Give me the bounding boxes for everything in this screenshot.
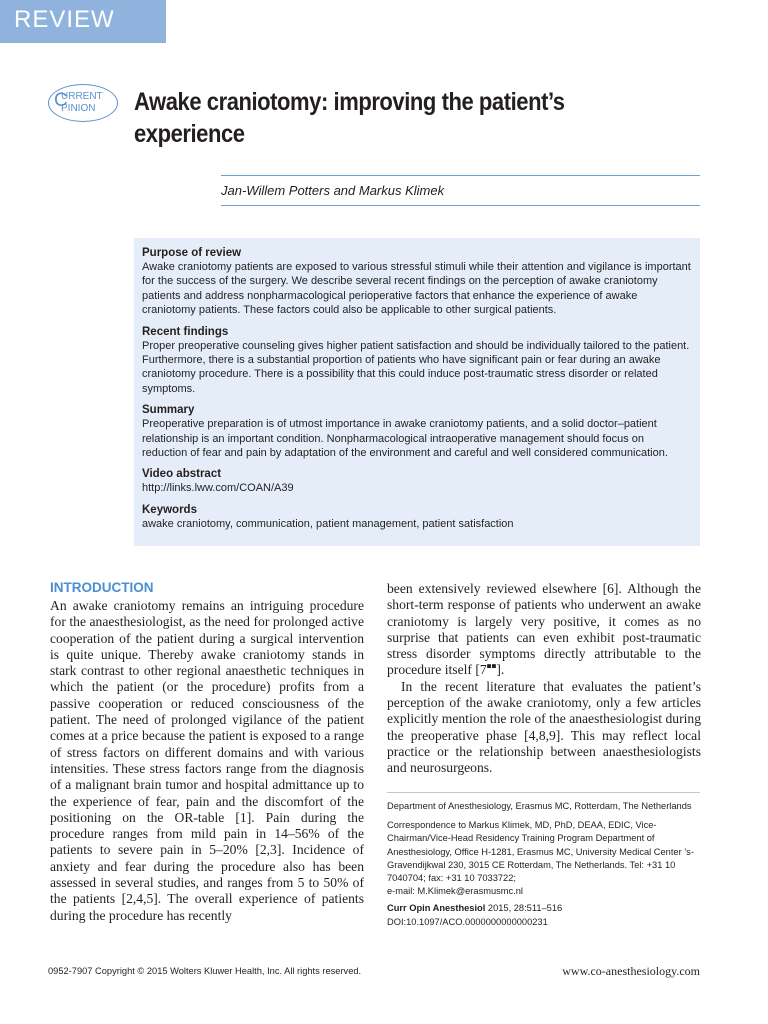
summary-heading: Summary xyxy=(142,404,195,417)
video-abstract-link[interactable]: http://links.lww.com/COAN/A39 xyxy=(142,482,294,495)
correspondence-text xyxy=(387,819,700,898)
purpose-text: Awake craniotomy patients are exposed to various stressful stimuli while their attention and vigilance is important for the success of the surgery. We describe several recent findings on the perception of awake craniotomy patients and address nonpharmacological perioperative factors that enhance the experience of awake craniotomy patients. These factors could also be applicable to other surgical patients. xyxy=(142,261,691,317)
findings-text: Proper preoperative counseling gives higher patient satisfaction and should be individually tailored to the patient. Furthermore, there is a substantial proportion of patients who have significant pain or fear during an awake craniotomy procedure. There is a possibility that this could induce post-traumatic stress disorder or related symptoms. xyxy=(142,339,690,395)
right-column xyxy=(387,581,701,777)
summary-text: Preoperative preparation is of utmost importance in awake craniotomy patients, and a solid doctor–patient relationship is an important condition. Nonpharmacological intraoperative management should focus on reduction of fear and pain by adaptation of the environment and careful and well considered communication. xyxy=(142,418,668,460)
title-rule-bottom xyxy=(221,205,700,206)
keywords-heading: Keywords xyxy=(142,503,197,516)
logo-cap-letter: C xyxy=(54,90,68,111)
department-text: Department of Anesthesiology, Erasmus MC, Rotterdam, The Netherlands xyxy=(387,801,692,811)
title-rule-top xyxy=(221,175,700,176)
keywords-text: awake craniotomy, communication, patient management, patient satisfaction xyxy=(142,517,514,530)
journal-name: Curr Opin Anesthesiol xyxy=(387,903,486,914)
footer-website[interactable]: www.co-anesthesiology.com xyxy=(562,964,700,978)
left-column xyxy=(50,580,364,924)
article-title: Awake craniotomy: improving the patient’s experience xyxy=(134,88,565,148)
paragraph-1-continued-text: been extensively reviewed elsewhere [6]. Although the short-term response of patients who underwent an awake craniotomy is largely very positive, it comes as no surprise that patients can even exhibit post-traumatic stress disorder symptoms directly attributable to the procedure itself [7 xyxy=(387,581,701,678)
logo-line-2: PINION xyxy=(61,103,96,114)
introduction-paragraph-1: An awake craniotomy remains an intriguing procedure for the anaesthesiologist, as the need for prolonged active cooperation of the patient during a surgical intervention is quite unique. Thereby awake craniotomy stands in stark contrast to other regional anaesthetic techniques in which the patient (or the procedure) profits from a passive cooperation or reduced consciousness of the patient. The need of prolonged vigilance of the patient comes at a price because the patient is exposed to a range of stress factors on different domains and with various intensities. These stress factors range from the diagnosis of a malignant brain tumor and hospital admittance up to the experience of fear, pain and the discomfort of the positioning on the OR-table [1]. Pain during the procedure ranges from mild pain in 14–56% of the patients to severe pain in 5–20% [2,3]. Incidence of anxiety and fear during the procedure also has been assessed in several studies, and ranges from 5 to 50% of the patients [2,4,5]. The overall experience of patients during the procedure has recently xyxy=(50,598,364,923)
current-opinion-logo xyxy=(48,84,118,122)
video-abstract-heading: Video abstract xyxy=(142,468,222,481)
doi-text[interactable]: DOI:10.1097/ACO.0000000000000231 xyxy=(387,916,548,927)
footer-copyright: 0952-7907 Copyright © 2015 Wolters Kluwer Health, Inc. All rights reserved. xyxy=(48,966,362,976)
correspondence-email[interactable]: e-mail: M.Klimek@erasmusmc.nl xyxy=(387,886,523,897)
abstract-box xyxy=(134,238,700,546)
section-tab: REVIEW xyxy=(0,0,166,43)
reference-marker: ■■ xyxy=(486,661,497,671)
journal-citation xyxy=(387,902,700,915)
introduction-heading: INTRODUCTION xyxy=(50,580,154,595)
correspondence-address: Correspondence to Markus Klimek, MD, PhD, DEAA, EDIC, Vice-Chairman/Vice-Head Residency Training Program Department of Anesthesiology, Office H-1281, Erasmus MC, University Medical Center ’s-Gravendijkwal 230, 3015 CE Rotterdam, The Netherlands. Tel: +31 10 7040704; fax: +31 10 7033722; xyxy=(387,820,694,884)
introduction-paragraph-1-continued xyxy=(387,581,701,679)
paragraph-1-end: ]. xyxy=(496,662,505,678)
logo-line-1: URRENT xyxy=(61,91,103,102)
findings-heading: Recent findings xyxy=(142,325,229,338)
introduction-paragraph-2: In the recent literature that evaluates the patient’s perception of the awake craniotomy, only a few articles explicitly mention the role of the anaesthesiologist during the preoperative phase [4,8,9]. This may reflect local practice or the relationship between anaesthesiologists and neurosurgeons. xyxy=(387,678,701,776)
purpose-heading: Purpose of review xyxy=(142,247,242,259)
article-authors: Jan-Willem Potters and Markus Klimek xyxy=(221,183,445,198)
affiliation-block xyxy=(387,800,700,935)
affiliation-rule xyxy=(387,792,700,793)
journal-detail: 2015, 28:511–516 xyxy=(485,903,563,914)
